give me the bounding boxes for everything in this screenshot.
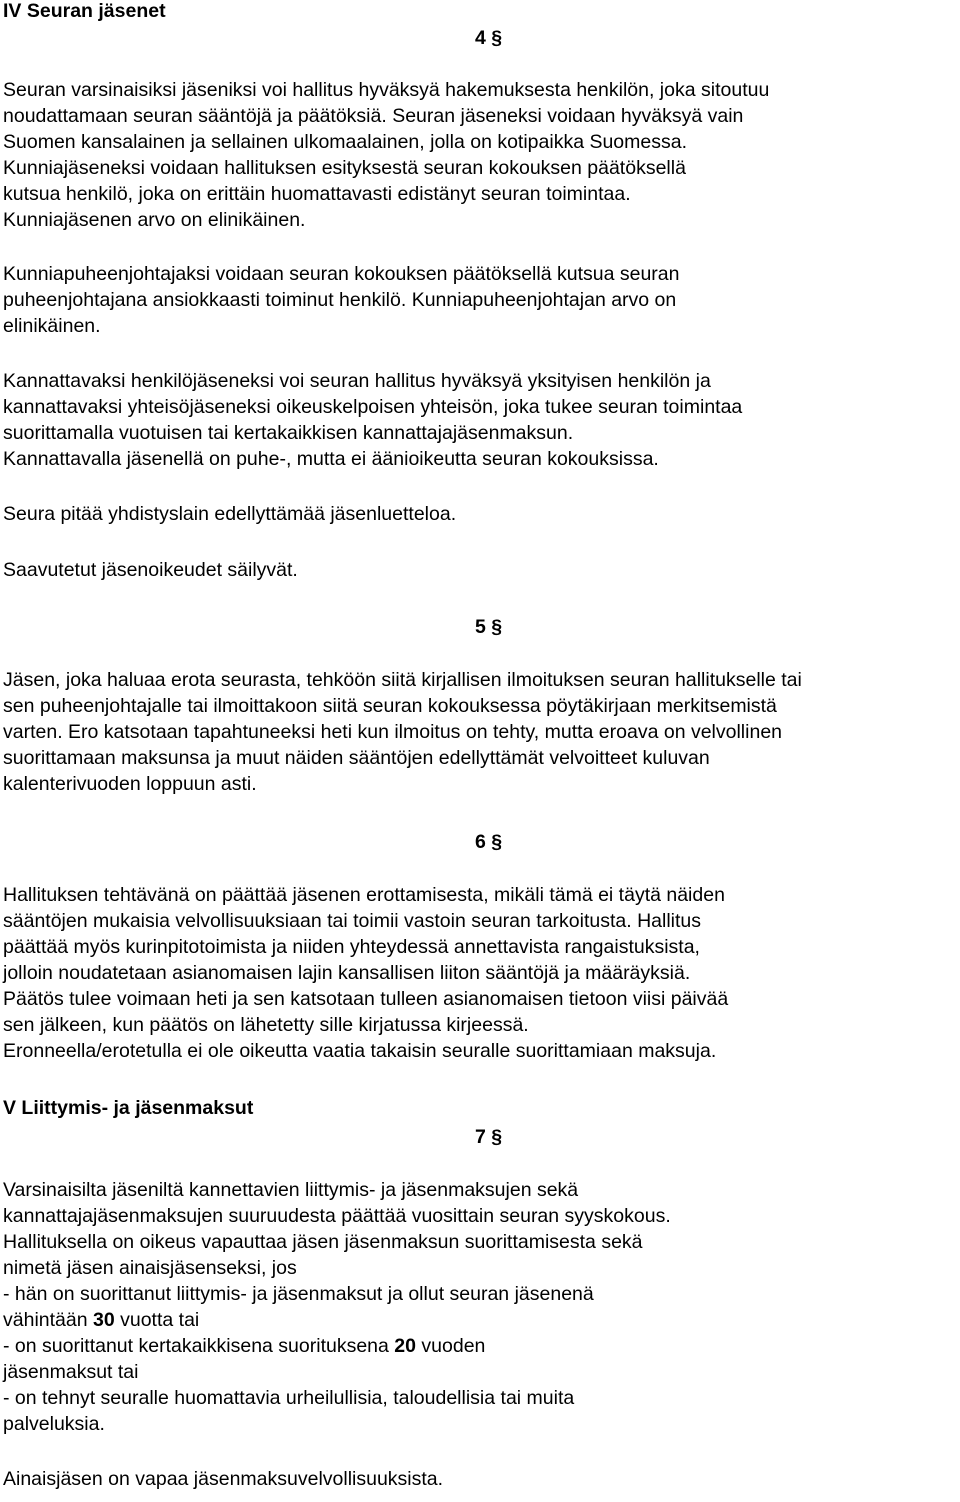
text-line: noudattamaan seuran sääntöjä ja päätöksiä. Seuran jäseneksi voidaan hyväksyä vain — [3, 105, 744, 127]
text-line: elinikäinen. — [3, 315, 101, 337]
text-line: puheenjohtajana ansiokkaasti toiminut henkilö. Kunniapuheenjohtajan arvo on — [3, 289, 677, 311]
bold-number: 30 — [93, 1309, 115, 1331]
text-line: sen puheenjohtajalle tai ilmoittakoon siitä seuran kokouksessa pöytäkirjaan merkitsemistä — [3, 695, 777, 717]
text-span: - on suorittanut kertakaikkisena suorituksena — [3, 1335, 395, 1357]
section-heading: IV Seuran jäsenet — [3, 0, 166, 22]
text-line: Varsinaisilta jäseniltä kannettavien liittymis- ja jäsenmaksujen sekä — [3, 1179, 579, 1201]
text-line: kannattajajäsenmaksujen suuruudesta päättää vuosittain seuran syyskokous. — [3, 1205, 671, 1227]
text-line: kutsua henkilö, joka on erittäin huomattavasti edistänyt seuran toimintaa. — [3, 183, 631, 205]
text-line — [3, 1333, 485, 1359]
text-line: nimetä jäsen ainaisjäsenseksi, jos — [3, 1257, 297, 1279]
text-line: jolloin noudatetaan asianomaisen lajin kansallisen liiton sääntöjä ja määräyksiä. — [3, 962, 691, 984]
text-line: sen jälkeen, kun päätös on lähetetty sille kirjatussa kirjeessä. — [3, 1014, 529, 1036]
text-line: Ainaisjäsen on vapaa jäsenmaksuvelvollisuuksista. — [3, 1468, 444, 1490]
text-line: Kannattavaksi henkilöjäseneksi voi seuran hallitus hyväksyä yksityisen henkilön ja — [3, 370, 711, 392]
bold-number: 20 — [394, 1335, 416, 1357]
paragraph-number: 5 § — [475, 616, 503, 638]
text-line: suorittamaan maksunsa ja muut näiden sääntöjen edellyttämät velvoitteet kuluvan — [3, 747, 710, 769]
text-span: vuotta tai — [114, 1309, 200, 1331]
text-line: Hallituksen tehtävänä on päättää jäsenen erottamisesta, mikäli tämä ei täytä näiden — [3, 884, 725, 906]
text-line: sääntöjen mukaisia velvollisuuksiaan tai toimii vastoin seuran tarkoitusta. Hallitus — [3, 910, 702, 932]
text-line: Eronneella/erotetulla ei ole oikeutta vaatia takaisin seuralle suorittamiaan maksuja. — [3, 1040, 717, 1062]
text-line: palveluksia. — [3, 1413, 105, 1435]
paragraph-number: 7 § — [475, 1126, 503, 1148]
text-line: jäsenmaksut tai — [3, 1361, 139, 1383]
text-line: Kannattavalla jäsenellä on puhe-, mutta ei äänioikeutta seuran kokouksissa. — [3, 448, 659, 470]
text-line: kalenterivuoden loppuun asti. — [3, 773, 257, 795]
text-line: varten. Ero katsotaan tapahtuneeksi heti kun ilmoitus on tehty, mutta eroava on velvollinen — [3, 721, 783, 743]
text-line: Kunniapuheenjohtajaksi voidaan seuran kokouksen päätöksellä kutsua seuran — [3, 263, 680, 285]
text-line: suorittamalla vuotuisen tai kertakaikkisen kannattajajäsenmaksun. — [3, 422, 574, 444]
paragraph-number: 4 § — [475, 27, 503, 49]
text-line: kannattavaksi yhteisöjäseneksi oikeuskelpoisen yhteisön, joka tukee seuran toimintaa — [3, 396, 743, 418]
text-line: Kunniajäseneksi voidaan hallituksen esityksestä seuran kokouksen päätöksellä — [3, 157, 686, 179]
text-line: Hallituksella on oikeus vapauttaa jäsen jäsenmaksun suorittamisesta sekä — [3, 1231, 643, 1253]
text-line: Seura pitää yhdistyslain edellyttämää jäsenluetteloa. — [3, 503, 457, 525]
text-line: Suomen kansalainen ja sellainen ulkomaalainen, jolla on kotipaikka Suomessa. — [3, 131, 688, 153]
text-line: Päätös tulee voimaan heti ja sen katsotaan tulleen asianomaisen tietoon viisi päivää — [3, 988, 729, 1010]
text-line: - on tehnyt seuralle huomattavia urheilullisia, taloudellisia tai muita — [3, 1387, 575, 1409]
paragraph-number: 6 § — [475, 831, 503, 853]
text-line — [3, 1307, 199, 1333]
text-span: vähintään — [3, 1309, 93, 1331]
section-heading: V Liittymis- ja jäsenmaksut — [3, 1097, 254, 1119]
text-line: Saavutetut jäsenoikeudet säilyvät. — [3, 559, 298, 581]
text-line: Seuran varsinaisiksi jäseniksi voi hallitus hyväksyä hakemuksesta henkilön, joka sitoutuu — [3, 79, 770, 101]
text-line: päättää myös kurinpitotoimista ja niiden yhteydessä annettavista rangaistuksista, — [3, 936, 700, 958]
text-line: Kunniajäsenen arvo on elinikäinen. — [3, 209, 306, 231]
text-line: Jäsen, joka haluaa erota seurasta, tehköön siitä kirjallisen ilmoituksen seuran hallitukselle tai — [3, 669, 802, 691]
text-span: vuoden — [416, 1335, 486, 1357]
text-line: - hän on suorittanut liittymis- ja jäsenmaksut ja ollut seuran jäsenenä — [3, 1283, 594, 1305]
